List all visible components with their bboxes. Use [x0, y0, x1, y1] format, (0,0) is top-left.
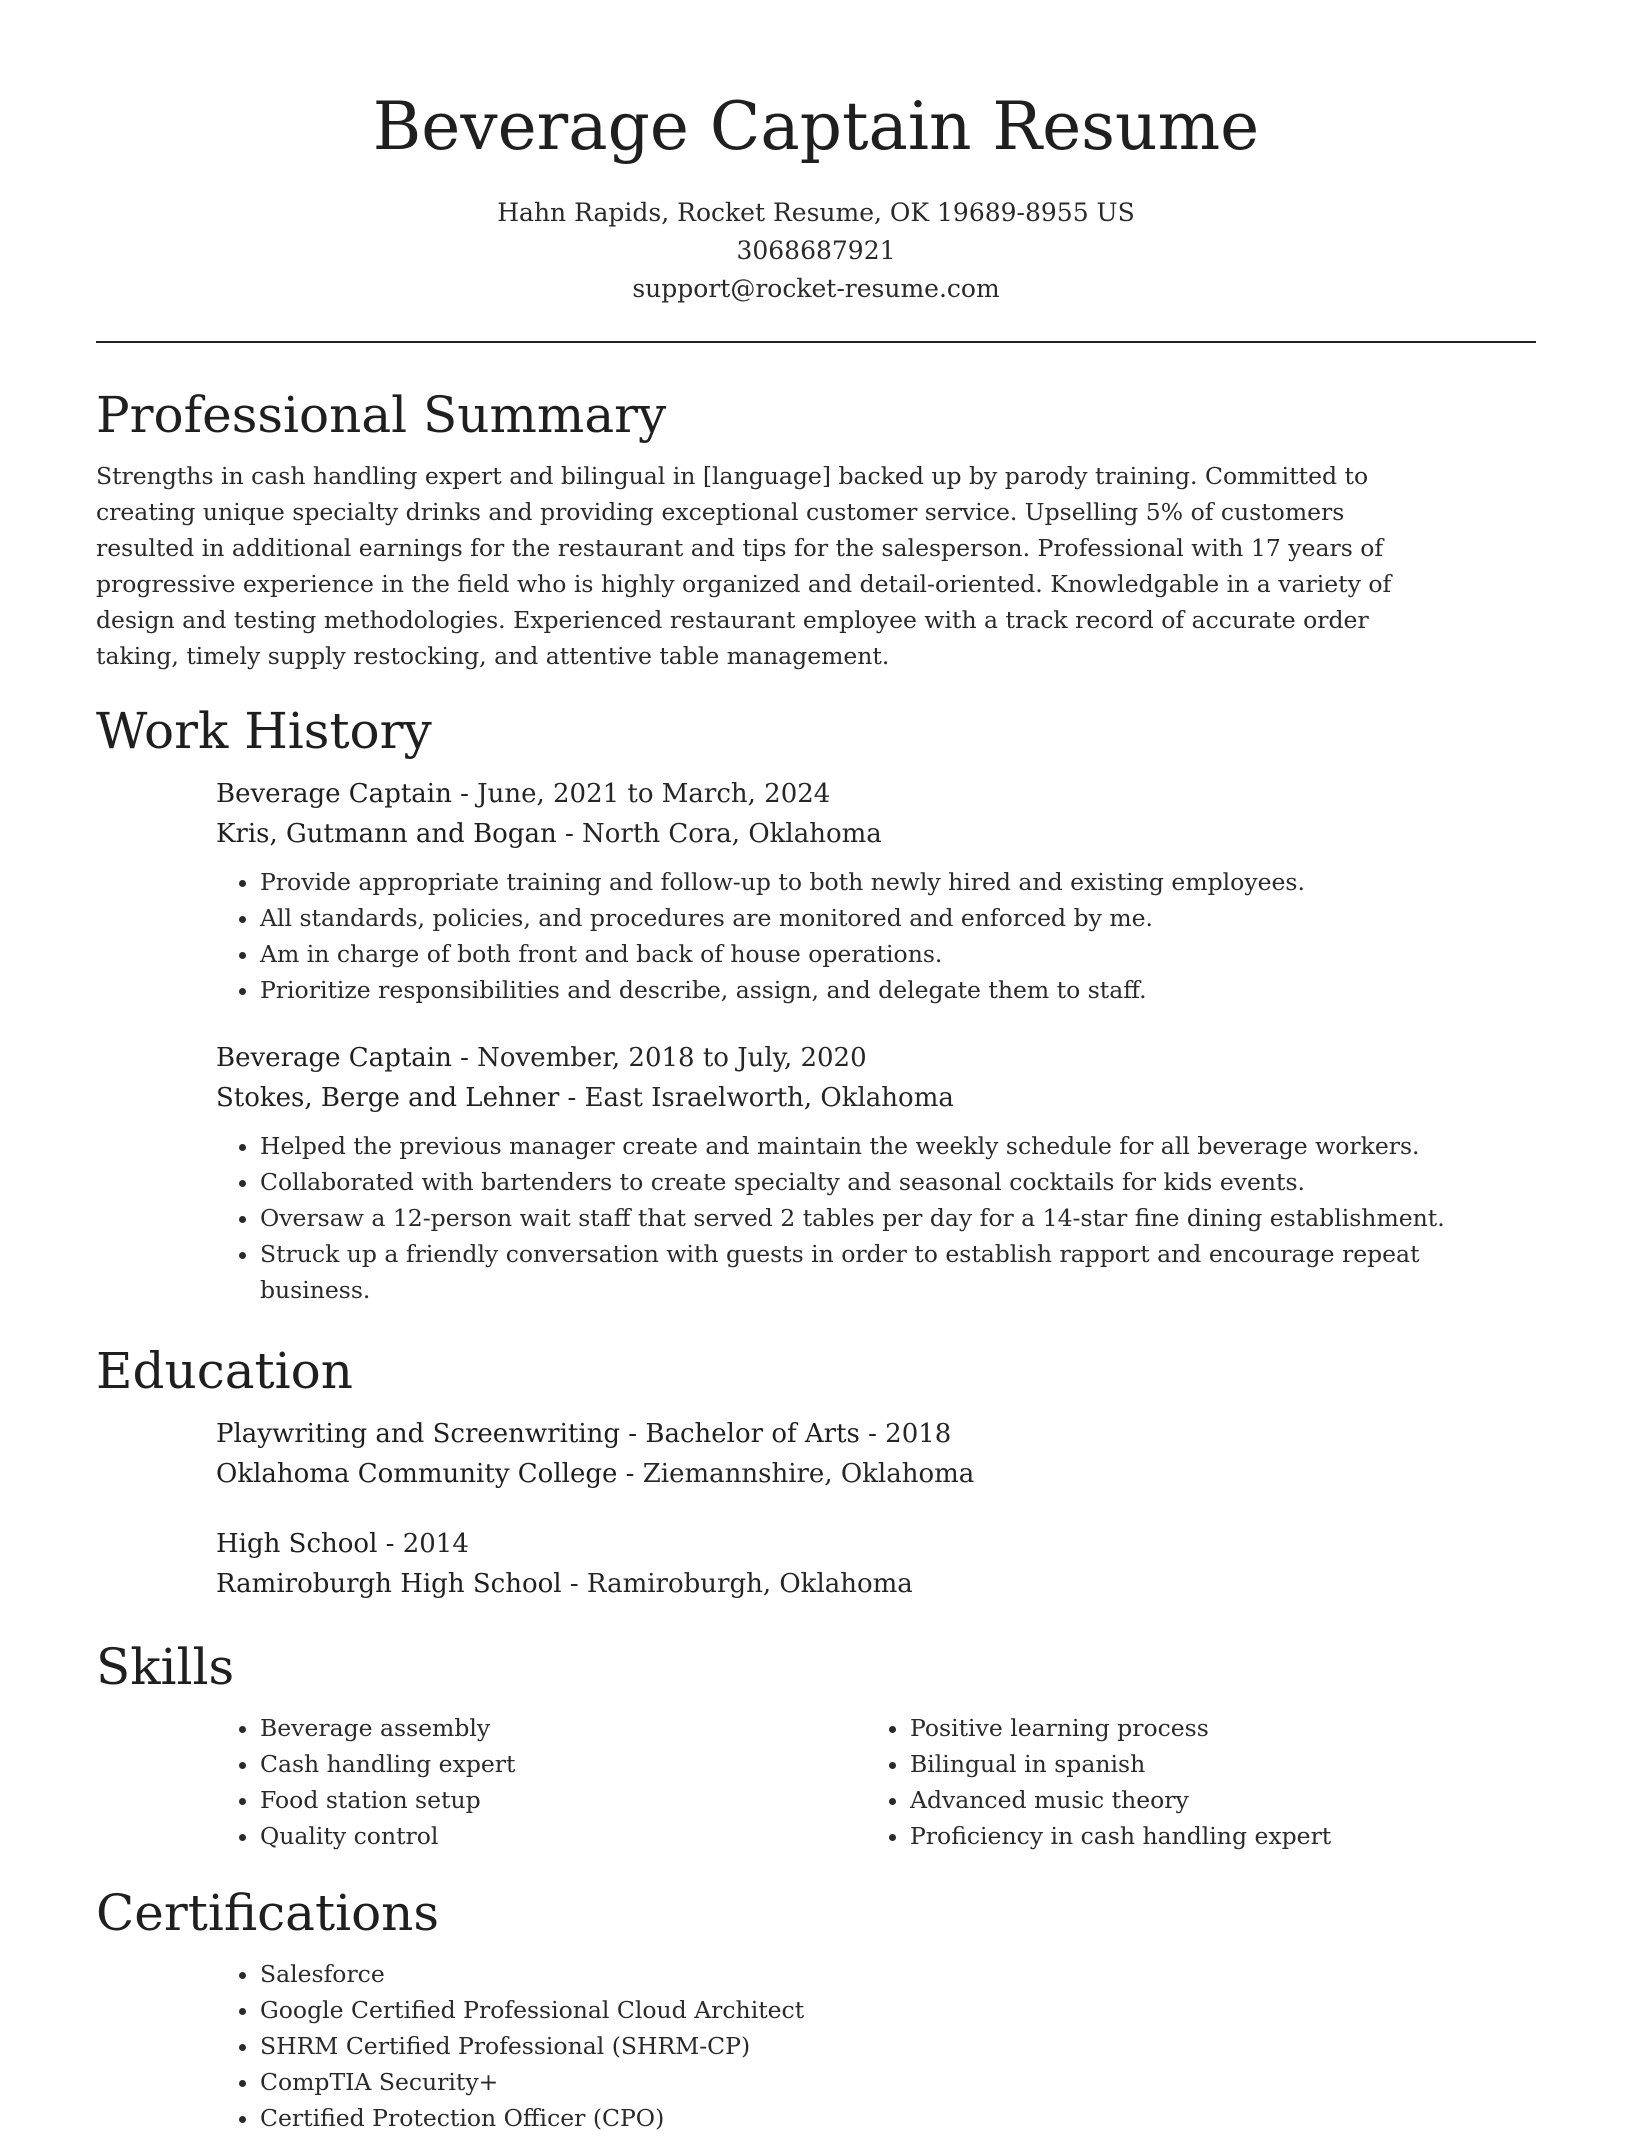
degree-name: High School: [216, 1529, 378, 1559]
job-duties-list: [216, 864, 1536, 1008]
work-history-heading: Work History: [96, 702, 432, 760]
education-entry: [216, 1414, 1536, 1494]
certifications-section: [96, 1880, 1536, 2136]
skill-item: • Positive learning process: [910, 1710, 1516, 1746]
contact-info: [0, 194, 1632, 308]
resume-header: [0, 84, 1632, 308]
skills-column-left: [216, 1710, 866, 1854]
skill-item: • Food station setup: [260, 1782, 866, 1818]
skill-item: • Beverage assembly: [260, 1710, 866, 1746]
skill-item: • Quality control: [260, 1818, 866, 1854]
school-name: Ramiroburgh High School: [216, 1569, 562, 1599]
school-name: Oklahoma Community College: [216, 1459, 618, 1489]
school-location: - Ramiroburgh, Oklahoma: [561, 1569, 913, 1599]
job-duty: • All standards, policies, and procedures are monitored and enforced by me.: [260, 900, 1536, 936]
degree-name: Playwriting and Screenwriting - Bachelor of Arts: [216, 1419, 860, 1449]
certifications-list: [216, 1956, 1536, 2136]
skills-heading: Skills: [96, 1638, 235, 1696]
job-dates: - June, 2021 to March, 2024: [451, 779, 831, 809]
education-heading: Education: [96, 1342, 353, 1400]
job-duty: • Oversaw a 12-person wait staff that served 2 tables per day for a 14-star fine dining establishment.: [260, 1200, 1536, 1236]
education-entry: [216, 1524, 1536, 1604]
job-duties-list: [216, 1128, 1536, 1308]
job-company-line: [216, 1078, 1536, 1118]
school-line: [216, 1564, 1536, 1604]
certification-item: • Salesforce: [260, 1956, 1536, 1992]
degree-year: - 2014: [377, 1529, 469, 1559]
summary-text: Strengths in cash handling expert and bilingual in [language] backed up by parody training. Committed to creating unique specialty drinks and providing exceptional customer service. Upselling 5% of customers resulted in additional earnings for the restaurant and tips for the salesperson. Professional with 17 years of progressive experience in the field who is highly organized and detail-oriented. Knowledgable in a variety of design and testing methodologies. Experienced restaurant employee with a track record of accurate order taking, timely supply restocking, and attentive table management.: [96, 462, 1392, 670]
skills-list: [216, 1710, 866, 1854]
skill-item: • Proficiency in cash handling expert: [910, 1818, 1516, 1854]
job-company-line: [216, 814, 1536, 854]
contact-address: Hahn Rapids, Rocket Resume, OK 19689-8955 US: [497, 198, 1135, 227]
job-title-line: [216, 774, 1536, 814]
school-location: - Ziemannshire, Oklahoma: [617, 1459, 975, 1489]
skills-section: [96, 1634, 1536, 1854]
job-duty: • Provide appropriate training and follow-up to both newly hired and existing employees.: [260, 864, 1536, 900]
job-location: - North Cora, Oklahoma: [556, 819, 882, 849]
work-history-section: [96, 698, 1536, 1308]
job-duty: • Struck up a friendly conversation with guests in order to establish rapport and encourage repeat business.: [260, 1236, 1536, 1308]
header-divider: [96, 341, 1536, 343]
skill-item: • Bilingual in spanish: [910, 1746, 1516, 1782]
skills-grid: [216, 1710, 1536, 1854]
skills-column-right: [866, 1710, 1516, 1854]
job-company: Kris, Gutmann and Bogan: [216, 819, 557, 849]
job-duty: • Prioritize responsibilities and describe, assign, and delegate them to staff.: [260, 972, 1536, 1008]
certification-item: • Google Certified Professional Cloud Architect: [260, 1992, 1536, 2028]
skills-list: [866, 1710, 1516, 1854]
job-entry: [216, 1038, 1536, 1308]
resume-content: [96, 382, 1536, 2144]
skill-item: • Cash handling expert: [260, 1746, 866, 1782]
degree-line: [216, 1414, 1536, 1454]
job-role: Beverage Captain: [216, 779, 452, 809]
job-company: Stokes, Berge and Lehner: [216, 1083, 560, 1113]
job-location: - East Israelworth, Oklahoma: [559, 1083, 954, 1113]
job-duty: • Collaborated with bartenders to create specialty and seasonal cocktails for kids events.: [260, 1164, 1536, 1200]
job-duty: • Am in charge of both front and back of house operations.: [260, 936, 1536, 972]
summary-heading: Professional Summary: [96, 386, 667, 444]
job-entry: [216, 774, 1536, 1008]
degree-year: - 2018: [859, 1419, 952, 1449]
degree-line: [216, 1524, 1536, 1564]
contact-phone: 3068687921: [736, 236, 896, 265]
job-duty: • Helped the previous manager create and maintain the weekly schedule for all beverage workers.: [260, 1128, 1536, 1164]
contact-email: support@rocket-resume.com: [632, 274, 1000, 303]
skill-item: • Advanced music theory: [910, 1782, 1516, 1818]
summary-section: [96, 382, 1536, 674]
job-title-line: [216, 1038, 1536, 1078]
certification-item: • SHRM Certified Professional (SHRM-CP): [260, 2028, 1536, 2064]
page-title: Beverage Captain Resume: [372, 88, 1260, 165]
certification-item: • CompTIA Security+: [260, 2064, 1536, 2100]
job-dates: - November, 2018 to July, 2020: [451, 1043, 867, 1073]
certifications-heading: Certifications: [96, 1884, 440, 1942]
certification-item: • Certified Protection Officer (CPO): [260, 2100, 1536, 2136]
job-role: Beverage Captain: [216, 1043, 452, 1073]
education-section: [96, 1338, 1536, 1604]
certifications-block: [216, 1956, 1536, 2136]
school-line: [216, 1454, 1536, 1494]
